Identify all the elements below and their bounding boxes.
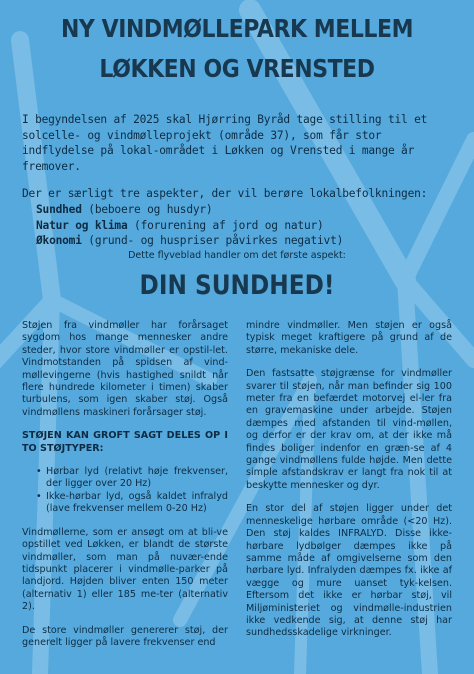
intro-section [22,112,456,249]
section-headline: DIN SUNDHED! [139,270,335,301]
title-line-1: NY VINDMØLLEPARK MELLEM [60,14,414,43]
noise-types-list [22,466,228,516]
body-paragraph: Vindmøllerne, som er ansøgt om at bli-ve opstillet ved Løkken, er blandt de største vindmøller, som man på nuvær-ende tidspunkt placerer i vindmølle-parker på landjord. Højden bliver enten 150 meter (alternativ 1) eller 185 me-ter (alternativ 2). [22,526,228,613]
body-paragraph: En stor del af støjen ligger under det menneskelige hørbare område (<20 Hz). Den støj kaldes INFRALYD. Disse ikke-hørbare lydbølger dæmpes ikke på samme måde af omgivelserne som den hørbare lyd. Infralyden dæmpes fx. ikke af vægge og mure uanset tyk-kelsen. Eftersom det ikke er hørbar støj, vil Miljøministeriet og vindmølle-industrien ikke vedkende sig, at denne støj har sundhedsskadelige virkninger. [246,503,452,639]
aspect-desc: (forurening af jord og natur) [127,218,324,232]
list-item: • Ikke-hørbar lyd, også kaldet infralyd (lave frekvenser mellem 0-20 Hz) [36,491,228,516]
aspect-item [36,202,456,218]
aspect-name: Sundhed [36,202,82,216]
aspect-desc: (beboere og husdyr) [81,202,213,216]
body-paragraph: mindre vindmøller. Men støjen er også typisk meget kraftigere på grund af de større, mekaniske dele. [246,320,452,356]
aspects-intro: Der er særligt tre aspekter, der vil berøre lokalbefolkningen: [22,187,428,201]
aspects-list [22,202,456,249]
subheading: STØJEN KAN GROFT SAGT DELES OP I TO STØJTYPER: [22,430,228,454]
body-paragraph: Støjen fra vindmøller har forårsaget sygdom hos mange mennesker andre steder, hvor store vindmøller er opstil-let. Vindmotstanden på spidsen af vind-møllevingerne (hvis hastighed snildt når flere hundrede kilometer i timen) skaber turbulens, som igen skaber støj. Også vindmøllens maskineri forårsager støj. [22,320,228,418]
body-paragraph: De store vindmøller genererer støj, der generelt ligger på lavere frekvenser end [22,624,228,648]
lead-text: Dette flyveblad handler om det første aspekt: [128,250,346,261]
aspect-item [36,233,456,249]
title-line-2: LØKKEN OG VRENSTED [99,54,375,83]
intro-paragraph: I begyndelsen af 2025 skal Hjørring Byråd tage stilling til et solcelle- og vindmølleprojekt (område 37), som får stor indflydelse på lokal-området i Løkken og Vrensted i mange år fremover. [22,113,428,173]
right-column [246,320,452,651]
aspect-name: Natur og klima [36,218,128,232]
list-item: • Hørbar lyd (relativt høje frekvenser, der ligger over 20 Hz) [36,466,228,491]
aspect-item [36,218,456,234]
body-paragraph: Den fastsatte støjgrænse for vindmøller svarer til støjen, når man befinder sig 100 meter fra en befærdet motorvej el-ler fra en gravemaskine under arbejde. Støjen dæmpes med afstanden til vind-møllen, og derfor er der krav om, at der ikke må findes boliger indenfor en græn-se af 4 gange vindmøllens fulde højde. Men dette simple afstandskrav er langt fra nok til at beskytte mennesker og dyr. [246,368,452,491]
left-column [22,320,228,660]
aspect-name: Økonomi [36,234,82,248]
aspect-desc: (grund- og huspriser påvirkes negativt) [81,234,344,248]
